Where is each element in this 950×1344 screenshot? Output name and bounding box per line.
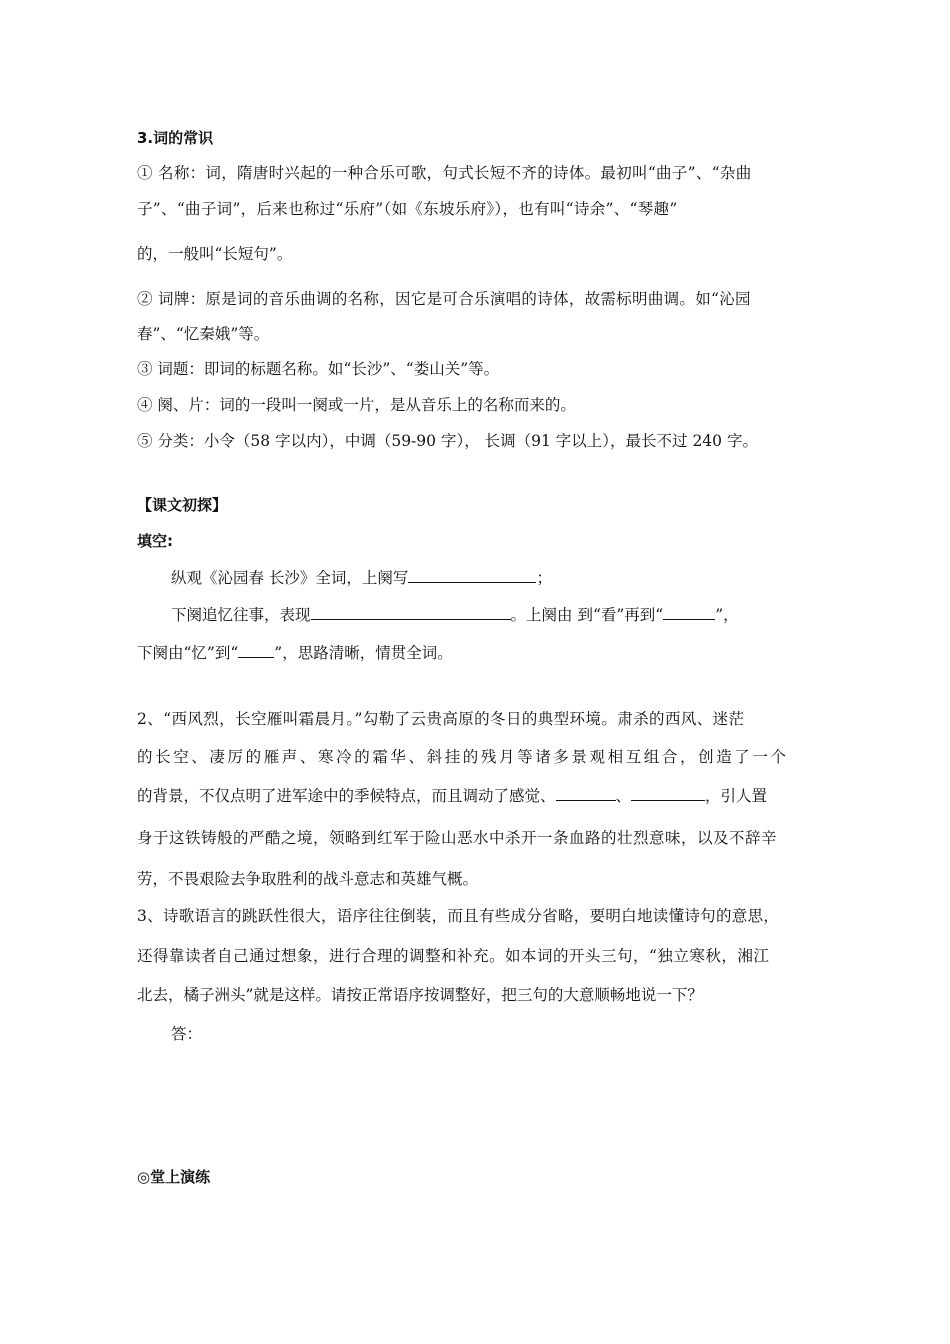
section-3-title: 3.词的常识 [137,129,214,147]
q2-line-2: 的长空、凄厉的雁声、寒冷的霜华、斜挂的残月等诸多景观相互组合，创造了一个 [137,748,789,766]
q2-line-3 [137,784,767,807]
q2-line-3-sep: 、 [615,787,632,805]
item-3: ③ 词题：即词的标题名称。如“长沙”、“娄山关”等。 [137,360,500,378]
q3-line-2: 还得靠读者自己通过想象，进行合理的调整和补充。如本词的开头三句，“独立寒秋，湘江 [137,947,770,965]
item-1-line-3: 的，一般叫“长短句”。 [137,245,293,263]
q2-line-3-end: ，引人置 [705,787,768,805]
fill-label: 填空: [137,532,173,550]
q1-line-2 [171,603,739,626]
q1-line-3 [137,641,453,664]
item-4: ④ 阕、片：词的一段叫一阕或一片，是从音乐上的名称而来的。 [137,396,576,414]
q2-line-3-text: 的背景，不仅点明了进军途中的季候特点，而且调动了感觉、 [137,787,556,805]
item-2-line-1: ② 词牌：原是词的音乐曲调的名称，因它是可合乐演唱的诗体，故需标明曲调。如“沁园 [137,290,751,308]
q1-line-2-text: 下阕追忆往事，表现 [171,606,311,624]
q1-line-1-end: ； [536,569,552,587]
q2-line-5: 劳，不畏艰险去争取胜利的战斗意志和英雄气概。 [137,870,479,888]
answer-label: 答： [171,1025,203,1043]
q1-line-3-end: ”，思路清晰，情贯全词。 [274,644,453,662]
item-1-line-1: ① 名称：词，隋唐时兴起的一种合乐可歌，句式长短不齐的诗体。最初叫“曲子”、“杂曲 [137,164,752,182]
q2-line-4: 身于这铁铸般的严酷之境，领略到红军于险山恶水中杀开一条血路的壮烈意味，以及不辞辛 [137,829,778,847]
q2-line-1: 2、“西风烈，长空雁叫霜晨月。”勾勒了云贵高原的冬日的典型环境。肃杀的西风、迷茫 [137,710,745,728]
blank-2[interactable] [311,603,511,620]
q1-line-1-text: 纵观《沁园春 长沙》全词，上阕写 [171,569,409,587]
q3-line-1: 3、诗歌语言的跳跃性很大，语序往往倒装，而且有些成分省略，要明白地读懂诗句的意思， [137,907,780,925]
q1-line-2-mid: 。上阕由 到“看”再到“ [510,606,664,624]
blank-5[interactable] [556,784,616,801]
explore-title: 【课文初探】 [137,496,228,514]
blank-4[interactable] [238,641,274,658]
blank-3[interactable] [663,603,715,620]
practice-title: ◎堂上演练 [137,1168,211,1186]
item-2-line-2: 春”、“忆秦娥”等。 [137,325,270,343]
q1-line-1 [171,566,552,589]
q1-line-2-end: ”， [715,606,739,624]
blank-1[interactable] [408,566,536,583]
q1-line-3-text: 下阕由“忆”到“ [137,644,239,662]
item-1-line-2: 子”、“曲子词”，后来也称过“乐府”（如《东坡乐府》），也有叫“诗余”、“琴趣” [137,200,678,218]
item-5: ⑤ 分类：小令（58 字以内），中调（59-90 字）， 长调（91 字以上），最长不过 240 字。 [137,432,758,450]
blank-6[interactable] [631,784,705,801]
q3-line-3: 北去，橘子洲头”就是这样。请按正常语序按调整好，把三句的大意顺畅地说一下？ [137,986,703,1004]
